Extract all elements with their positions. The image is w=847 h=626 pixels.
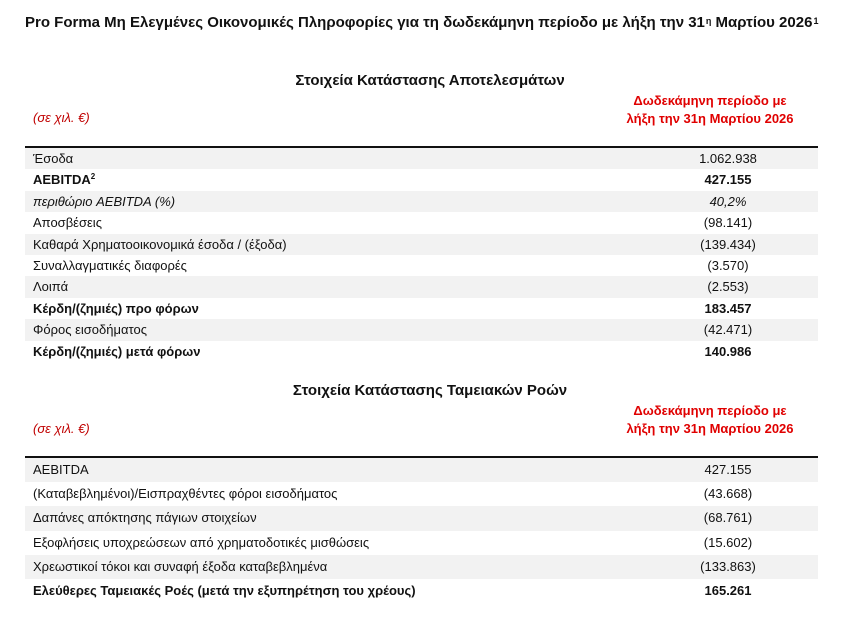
cash-flow-row-value: (68.761) — [598, 506, 818, 530]
cash-flow-row-label — [25, 531, 598, 555]
cash-flow-row-value: 427.155 — [598, 458, 818, 482]
income-statement-row-value: 183.457 — [704, 300, 752, 316]
document-title — [25, 12, 825, 33]
income-statement-row-label-text: Συναλλαγματικές διαφορές — [33, 258, 187, 274]
income-statement-row-value: 40,2% — [598, 191, 818, 212]
income-statement-row-label-text: Φόρος εισοδήματος — [33, 322, 147, 338]
title-text-end: Μαρτίου 2026 — [711, 14, 813, 31]
cash-flow-row-label — [25, 458, 598, 482]
cash-flow-row-label-text: Εξοφλήσεις υποχρεώσεων από χρηματοδοτικές μισθώσεις — [33, 534, 370, 550]
income-statement-row-value: 427.155 — [704, 172, 752, 188]
income-statement-row — [25, 212, 818, 233]
income-statement-row-value: 1.062.938 — [598, 148, 818, 169]
income-statement-row — [25, 319, 818, 340]
income-statement-row-label-text: Κέρδη/(ζημιές) προ φόρων — [33, 300, 199, 316]
income-statement-table — [25, 148, 818, 362]
income-statement-row-label-text: Αποσβέσεις — [33, 215, 102, 231]
income-statement-row-value: (42.471) — [598, 319, 818, 340]
cash-flow-row-label — [25, 555, 598, 579]
income-statement-row-label — [25, 148, 598, 169]
income-statement-row-label-text: περιθώριο AEBITDA (%) — [33, 193, 176, 209]
cash-flow-row-label — [25, 579, 598, 603]
income-statement-row-label — [25, 191, 598, 212]
income-statement-units: (σε χιλ. €) — [33, 110, 90, 125]
cash-flow-row-value: (43.668) — [703, 486, 753, 502]
income-statement-row — [25, 169, 818, 190]
income-statement-row-value: (2.553) — [598, 276, 818, 297]
income-statement-row — [25, 234, 818, 255]
cash-flow-row — [25, 458, 818, 482]
cash-flow-row-value: (15.602) — [703, 534, 753, 550]
income-statement-row — [25, 255, 818, 276]
cash-flow-row-value: 165.261 — [704, 583, 752, 599]
income-statement-row-value: (139.434) — [598, 234, 818, 255]
income-statement-row-label-text: Καθαρά Χρηματοοικονομικά έσοδα / (έξοδα) — [33, 236, 287, 252]
income-statement-row-label-text: Έσοδα — [33, 151, 74, 166]
cash-flow-row-label-text: Δαπάνες απόκτησης πάγιων στοιχείων — [33, 510, 257, 526]
income-statement-row-label — [25, 255, 598, 276]
cash-flow-row — [25, 482, 818, 506]
cash-flow-units: (σε χιλ. €) — [33, 421, 90, 436]
cash-flow-row — [25, 579, 818, 603]
income-statement-row-label — [25, 169, 598, 190]
income-statement-column-header: Δωδεκάμηνη περίοδο με λήξη την 31η Μαρτίου 2026 — [626, 93, 794, 126]
income-statement-row-label — [25, 319, 598, 340]
cash-flow-row-label-text: AEBITDA — [33, 462, 89, 477]
income-statement-row-label — [25, 234, 598, 255]
income-statement-row-footnote-marker: 2 — [90, 172, 96, 182]
cash-flow-row-label — [25, 482, 598, 506]
title-footnote-marker: 1 — [813, 16, 819, 26]
cash-flow-row — [25, 555, 818, 579]
income-statement-row — [25, 298, 818, 319]
cash-flow-row — [25, 506, 818, 530]
income-statement-row-label-text: Λοιπά — [33, 279, 69, 295]
cash-flow-row-label-text: (Καταβεβλημένοι)/Εισπραχθέντες φόροι εισοδήματος — [33, 486, 338, 502]
income-statement-row-value: (98.141) — [703, 215, 753, 231]
title-text: Pro Forma Μη Ελεγμένες Οικονομικές Πληροφορίες για τη δωδεκάμηνη περίοδο με λήξη την 31 — [25, 14, 705, 31]
income-statement-row-value: 140.986 — [704, 343, 752, 359]
income-statement-row-label-text: Κέρδη/(ζημιές) μετά φόρων — [33, 343, 201, 359]
income-statement-row-value: (3.570) — [707, 258, 749, 274]
cash-flow-column-header: Δωδεκάμηνη περίοδο με λήξη την 31η Μαρτίου 2026 — [626, 403, 794, 436]
income-statement-row-label — [25, 341, 598, 362]
cash-flow-row-label-text: Ελεύθερες Ταμειακές Ροές (μετά την εξυπηρέτηση του χρέους) — [33, 583, 416, 599]
income-statement-row-label — [25, 276, 598, 297]
income-statement-row-label — [25, 298, 598, 319]
cash-flow-table — [25, 458, 818, 603]
cash-flow-row-value: (133.863) — [598, 555, 818, 579]
title-superscript: η — [705, 16, 712, 26]
income-statement-row — [25, 148, 818, 169]
cash-flow-heading: Στοιχεία Κατάστασης Ταμειακών Ροών — [292, 382, 568, 399]
income-statement-row-label-text: AEBITDA — [33, 172, 91, 188]
income-statement-row-label — [25, 212, 598, 233]
income-statement-heading: Στοιχεία Κατάστασης Αποτελεσμάτων — [295, 72, 565, 89]
cash-flow-row — [25, 531, 818, 555]
income-statement-row — [25, 276, 818, 297]
cash-flow-row-label — [25, 506, 598, 530]
income-statement-row — [25, 191, 818, 212]
cash-flow-row-label-text: Χρεωστικοί τόκοι και συναφή έξοδα καταβεβλημένα — [33, 558, 328, 574]
income-statement-row — [25, 341, 818, 362]
